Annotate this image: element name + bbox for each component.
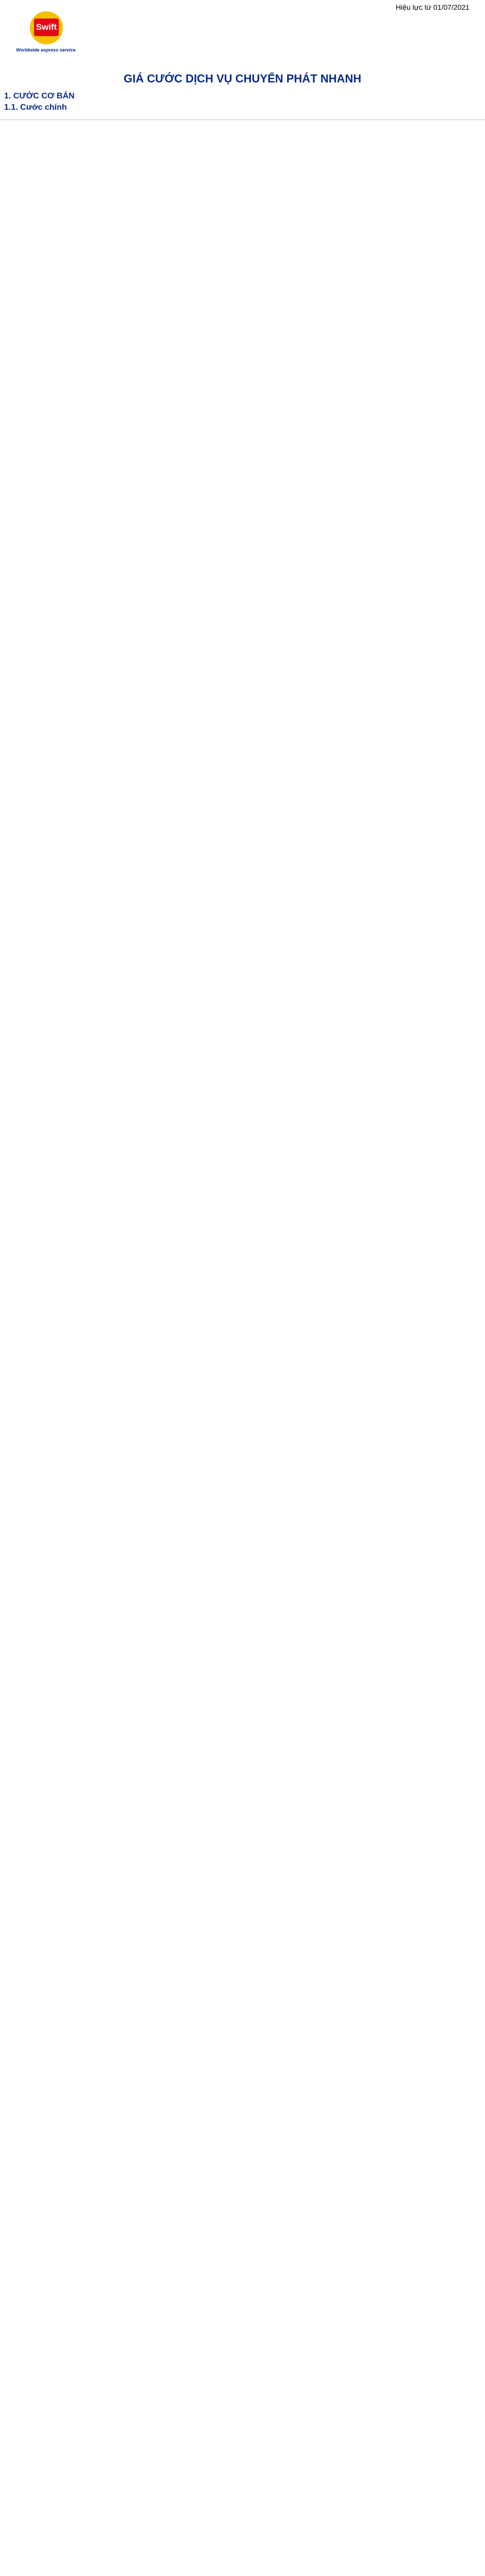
logo-wordmark: Swift	[34, 19, 59, 36]
subsection-title-main-rates: 1.1. Cước chính	[4, 103, 67, 112]
section-title-basic-rates: 1. CƯỚC CƠ BẢN	[4, 92, 75, 100]
logo-tagline: Worldwide express service	[16, 47, 76, 53]
logo-badge	[30, 11, 63, 44]
page-title: GIÁ CƯỚC DỊCH VỤ CHUYỂN PHÁT NHANH	[123, 72, 362, 85]
effective-date: Hiệu lực từ 01/07/2021	[395, 3, 470, 11]
swift-logo	[7, 11, 85, 63]
